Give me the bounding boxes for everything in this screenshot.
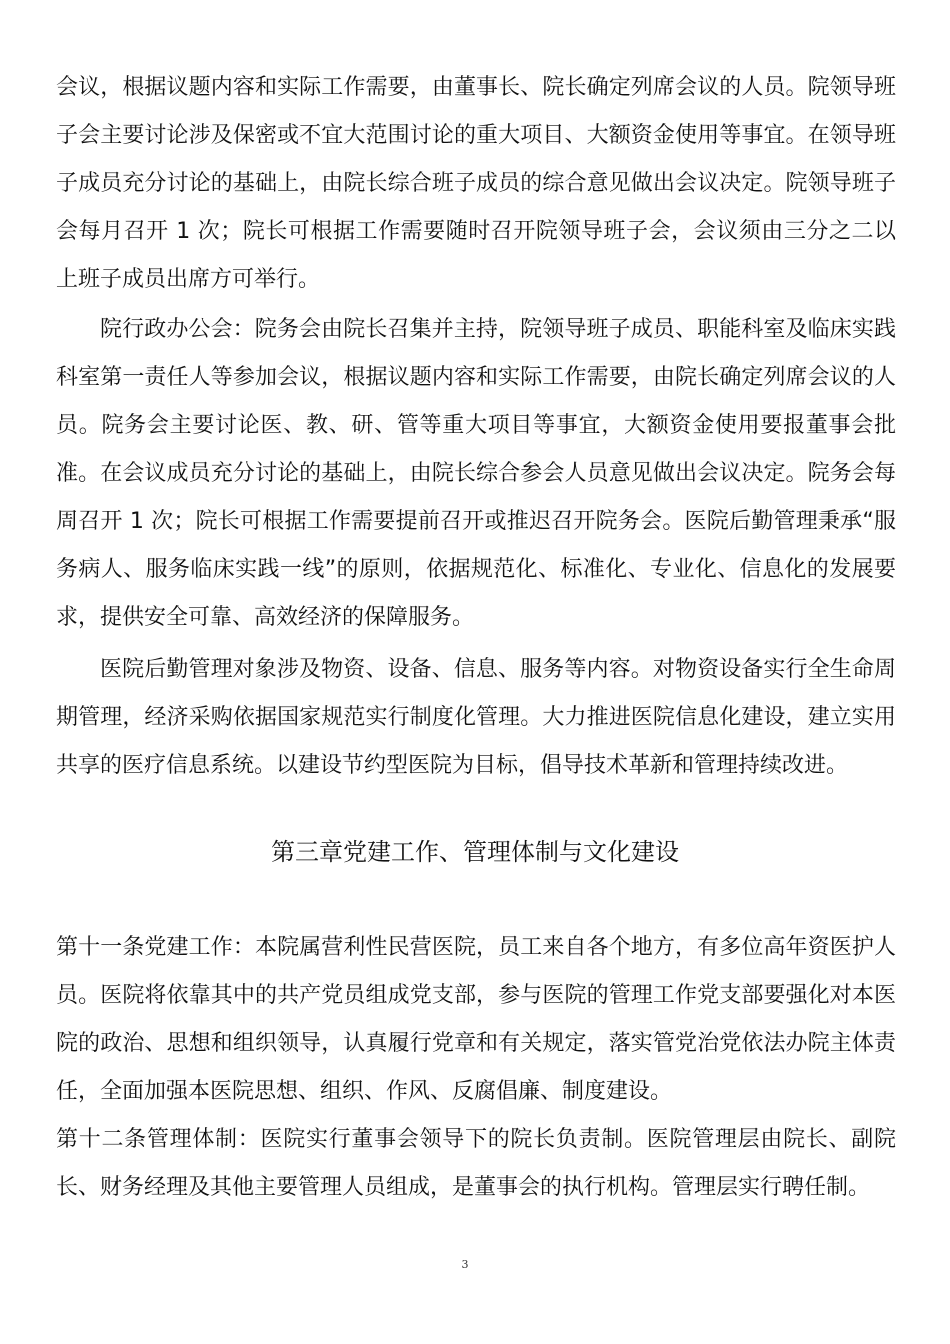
article-management-system <box>56 1116 896 1212</box>
paragraph-leadership-meeting <box>56 64 896 304</box>
article-text: 第十一条党建工作：本院属营利性民营医院，员工来自各个地方，有多位高年资医护人员。医院将依靠其中的共产党员组成党支部，参与医院的管理工作党支部要强化对本医院的政治、思想和组织领导，认真履行党章和有关规定，落实管党治党依法办院主体责任，全面加强本医院思想、组织、作风、反腐倡廉、制度建设。 <box>56 935 896 1104</box>
paragraph-administrative-meeting <box>56 306 896 642</box>
chapter-heading: 第三章党建工作、管理体制与文化建设 <box>271 838 679 866</box>
paragraph-text: 医院后勤管理对象涉及物资、设备、信息、服务等内容。对物资设备实行全生命周期管理，经济采购依据国家规范实行制度化管理。大力推进医院信息化建设，建立实用共享的医疗信息系统。以建设节约型医院为目标，倡导技术革新和管理持续改进。 <box>56 657 896 778</box>
page-number: 3 <box>461 1258 469 1271</box>
paragraph-text: 会议，根据议题内容和实际工作需要，由董事长、院长确定列席会议的人员。院领导班子会主要讨论涉及保密或不宜大范围讨论的重大项目、大额资金使用等事宜。在领导班子成员充分讨论的基础上，由院长综合班子成员的综合意见做出会议决定。院领导班子会每月召开 1 次；院长可根据工作需要随时召开院领导班子会，会议须由三分之二以上班子成员出席方可举行。 <box>56 75 896 292</box>
paragraph-logistics-management <box>56 646 896 790</box>
article-text: 第十二条管理体制：医院实行董事会领导下的院长负责制。医院管理层由院长、副院长、财务经理及其他主要管理人员组成，是董事会的执行机构。管理层实行聘任制。 <box>56 1127 896 1200</box>
paragraph-text: 院行政办公会：院务会由院长召集并主持，院领导班子成员、职能科室及临床实践科室第一责任人等参加会议，根据议题内容和实际工作需要，由院长确定列席会议的人员。院务会主要讨论医、教、研、管等重大项目等事宜，大额资金使用要报董事会批准。在会议成员充分讨论的基础上，由院长综合参会人员意见做出会议决定。院务会每周召开 1 次；院长可根据工作需要提前召开或推迟召开院务会。医院后勤管理秉承“服务病人、服务临床实践一线”的原则，依据规范化、标准化、专业化、信息化的发展要求，提供安全可靠、高效经济的保障服务。 <box>56 317 896 630</box>
article-party-building <box>56 924 896 1116</box>
